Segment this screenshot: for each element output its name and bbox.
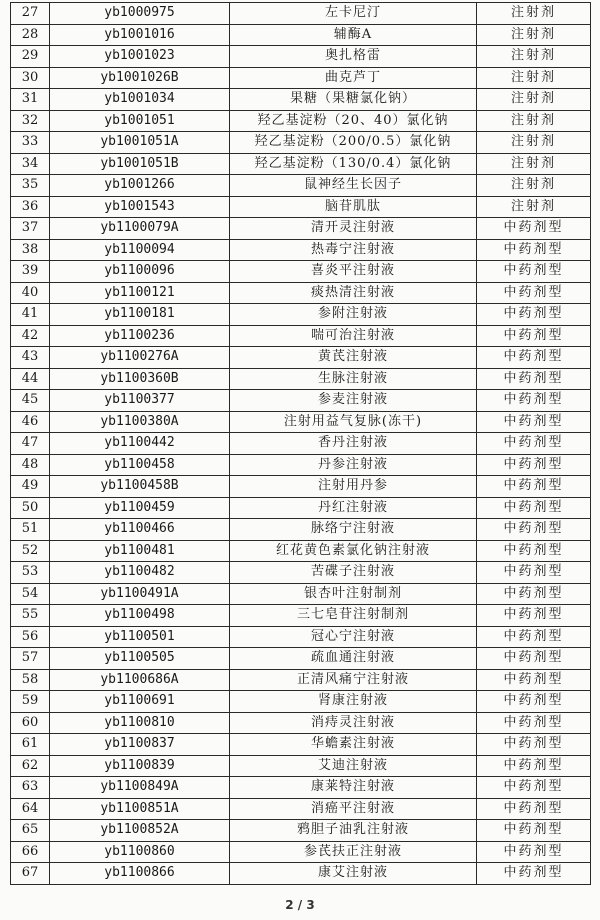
row-number-cell: 36: [11, 196, 50, 218]
row-number-cell: 53: [11, 562, 50, 584]
drug-code-cell: yb1100094: [50, 239, 230, 261]
dosage-type-cell: 中药剂型: [477, 841, 591, 863]
row-number-cell: 58: [11, 669, 50, 691]
page-number: 2 / 3: [285, 898, 315, 912]
drug-code-cell: yb1001023: [50, 46, 230, 68]
drug-name-cell: 康艾注射液: [230, 863, 477, 885]
table-row: [11, 497, 591, 519]
drug-name-cell: 疏血通注射液: [230, 648, 477, 670]
drug-code-cell: yb1100837: [50, 734, 230, 756]
table-row: [11, 712, 591, 734]
row-number-cell: 29: [11, 46, 50, 68]
drug-name-cell: 痰热清注射液: [230, 282, 477, 304]
drug-name-cell: 康莱特注射液: [230, 777, 477, 799]
table-row: [11, 153, 591, 175]
drug-code-cell: yb1100380A: [50, 411, 230, 433]
drug-name-cell: 三七皂苷注射制剂: [230, 605, 477, 627]
table-row: [11, 24, 591, 46]
table-row: [11, 132, 591, 154]
dosage-type-cell: 中药剂型: [477, 863, 591, 885]
row-number-cell: 27: [11, 3, 50, 25]
table-row: [11, 67, 591, 89]
table-row: [11, 390, 591, 412]
dosage-type-cell: 注射剂: [477, 67, 591, 89]
drug-name-cell: 参芪扶正注射液: [230, 841, 477, 863]
drug-code-cell: yb1100810: [50, 712, 230, 734]
drug-name-cell: 注射用丹参: [230, 476, 477, 498]
dosage-type-cell: 中药剂型: [477, 669, 591, 691]
dosage-type-cell: 中药剂型: [477, 411, 591, 433]
dosage-type-cell: 中药剂型: [477, 734, 591, 756]
row-number-cell: 63: [11, 777, 50, 799]
drug-code-cell: yb1100121: [50, 282, 230, 304]
drug-code-cell: yb1100491A: [50, 583, 230, 605]
drug-code-cell: yb1001543: [50, 196, 230, 218]
dosage-type-cell: 中药剂型: [477, 239, 591, 261]
dosage-type-cell: 中药剂型: [477, 820, 591, 842]
dosage-type-cell: 注射剂: [477, 132, 591, 154]
dosage-type-cell: 注射剂: [477, 153, 591, 175]
drug-name-cell: 鼠神经生长因子: [230, 175, 477, 197]
drug-code-cell: yb1100691: [50, 691, 230, 713]
table-row: [11, 46, 591, 68]
table-row: [11, 3, 591, 25]
table-row: [11, 798, 591, 820]
drug-code-cell: yb1100498: [50, 605, 230, 627]
row-number-cell: 37: [11, 218, 50, 240]
drug-code-cell: yb1100852A: [50, 820, 230, 842]
row-number-cell: 67: [11, 863, 50, 885]
table-row: [11, 196, 591, 218]
table-row: [11, 239, 591, 261]
drug-name-cell: 清开灵注射液: [230, 218, 477, 240]
table-row: [11, 626, 591, 648]
dosage-type-cell: 中药剂型: [477, 347, 591, 369]
row-number-cell: 42: [11, 325, 50, 347]
drug-code-cell: yb1100181: [50, 304, 230, 326]
dosage-type-cell: 中药剂型: [477, 755, 591, 777]
drug-code-cell: yb1100276A: [50, 347, 230, 369]
table-row: [11, 347, 591, 369]
row-number-cell: 55: [11, 605, 50, 627]
drug-code-cell: yb1100236: [50, 325, 230, 347]
dosage-type-cell: 中药剂型: [477, 519, 591, 541]
table-row: [11, 476, 591, 498]
table-row: [11, 282, 591, 304]
drug-code-cell: yb1100096: [50, 261, 230, 283]
table-row: [11, 863, 591, 885]
table-row: [11, 261, 591, 283]
drug-code-cell: yb1100851A: [50, 798, 230, 820]
drug-name-cell: 丹红注射液: [230, 497, 477, 519]
table-row: [11, 454, 591, 476]
row-number-cell: 62: [11, 755, 50, 777]
drug-code-cell: yb1100839: [50, 755, 230, 777]
drug-code-cell: yb1100849A: [50, 777, 230, 799]
drug-name-cell: 黄芪注射液: [230, 347, 477, 369]
table-row: [11, 648, 591, 670]
table-row: [11, 368, 591, 390]
drug-code-cell: yb1100860: [50, 841, 230, 863]
drug-code-cell: yb1100481: [50, 540, 230, 562]
drug-name-cell: 华蟾素注射液: [230, 734, 477, 756]
drug-name-cell: 消痔灵注射液: [230, 712, 477, 734]
drug-code-cell: yb1100482: [50, 562, 230, 584]
table-row: [11, 540, 591, 562]
row-number-cell: 60: [11, 712, 50, 734]
drug-code-cell: yb1100866: [50, 863, 230, 885]
drug-name-cell: 脑苷肌肽: [230, 196, 477, 218]
drug-name-cell: 辅酶A: [230, 24, 477, 46]
table-row: [11, 110, 591, 132]
dosage-type-cell: 注射剂: [477, 89, 591, 111]
row-number-cell: 40: [11, 282, 50, 304]
drug-code-cell: yb1100442: [50, 433, 230, 455]
row-number-cell: 44: [11, 368, 50, 390]
row-number-cell: 46: [11, 411, 50, 433]
drug-name-cell: 喜炎平注射液: [230, 261, 477, 283]
table-row: [11, 175, 591, 197]
table-row: [11, 304, 591, 326]
drug-code-cell: yb1100079A: [50, 218, 230, 240]
table-row: [11, 89, 591, 111]
table-row: [11, 669, 591, 691]
table-row: [11, 777, 591, 799]
table-row: [11, 519, 591, 541]
drug-code-cell: yb1001051B: [50, 153, 230, 175]
dosage-type-cell: 中药剂型: [477, 540, 591, 562]
dosage-type-cell: 中药剂型: [477, 648, 591, 670]
table-row: [11, 583, 591, 605]
dosage-type-cell: 中药剂型: [477, 282, 591, 304]
drug-name-cell: 正清风痛宁注射液: [230, 669, 477, 691]
drug-name-cell: 肾康注射液: [230, 691, 477, 713]
dosage-type-cell: 中药剂型: [477, 691, 591, 713]
dosage-type-cell: 中药剂型: [477, 390, 591, 412]
table-row: [11, 411, 591, 433]
row-number-cell: 31: [11, 89, 50, 111]
drug-code-cell: yb1001051A: [50, 132, 230, 154]
drug-code-cell: yb1100466: [50, 519, 230, 541]
dosage-type-cell: 注射剂: [477, 24, 591, 46]
drug-code-cell: yb1100377: [50, 390, 230, 412]
drug-code-cell: yb1001051: [50, 110, 230, 132]
table-row: [11, 820, 591, 842]
drug-name-cell: 羟乙基淀粉（20、40）氯化钠: [230, 110, 477, 132]
dosage-type-cell: 中药剂型: [477, 218, 591, 240]
row-number-cell: 49: [11, 476, 50, 498]
drug-code-cell: yb1100505: [50, 648, 230, 670]
row-number-cell: 54: [11, 583, 50, 605]
table-row: [11, 841, 591, 863]
drug-name-cell: 银杏叶注射制剂: [230, 583, 477, 605]
row-number-cell: 34: [11, 153, 50, 175]
drug-code-cell: yb1000975: [50, 3, 230, 25]
dosage-type-cell: 注射剂: [477, 196, 591, 218]
drug-code-cell: yb1100501: [50, 626, 230, 648]
row-number-cell: 43: [11, 347, 50, 369]
dosage-type-cell: 中药剂型: [477, 261, 591, 283]
drug-name-cell: 香丹注射液: [230, 433, 477, 455]
drug-code-cell: yb1100360B: [50, 368, 230, 390]
row-number-cell: 38: [11, 239, 50, 261]
drug-name-cell: 冠心宁注射液: [230, 626, 477, 648]
drug-name-cell: 红花黄色素氯化钠注射液: [230, 540, 477, 562]
drug-code-cell: yb1001026B: [50, 67, 230, 89]
row-number-cell: 59: [11, 691, 50, 713]
dosage-type-cell: 注射剂: [477, 110, 591, 132]
row-number-cell: 56: [11, 626, 50, 648]
dosage-type-cell: 中药剂型: [477, 476, 591, 498]
dosage-type-cell: 中药剂型: [477, 497, 591, 519]
dosage-type-cell: 中药剂型: [477, 712, 591, 734]
drug-name-cell: 参麦注射液: [230, 390, 477, 412]
row-number-cell: 41: [11, 304, 50, 326]
drug-code-cell: yb1001016: [50, 24, 230, 46]
drug-code-cell: yb1001034: [50, 89, 230, 111]
drug-code-cell: yb1001266: [50, 175, 230, 197]
drug-code-cell: yb1100458B: [50, 476, 230, 498]
drug-name-cell: 艾迪注射液: [230, 755, 477, 777]
dosage-type-cell: 注射剂: [477, 46, 591, 68]
row-number-cell: 66: [11, 841, 50, 863]
row-number-cell: 28: [11, 24, 50, 46]
row-number-cell: 57: [11, 648, 50, 670]
row-number-cell: 47: [11, 433, 50, 455]
dosage-type-cell: 中药剂型: [477, 368, 591, 390]
drug-name-cell: 注射用益气复脉(冻干): [230, 411, 477, 433]
drug-name-cell: 喘可治注射液: [230, 325, 477, 347]
drug-name-cell: 鸦胆子油乳注射液: [230, 820, 477, 842]
row-number-cell: 45: [11, 390, 50, 412]
drug-name-cell: 曲克芦丁: [230, 67, 477, 89]
drug-name-cell: 奥扎格雷: [230, 46, 477, 68]
dosage-type-cell: 中药剂型: [477, 777, 591, 799]
row-number-cell: 51: [11, 519, 50, 541]
drug-list-table: [10, 2, 591, 885]
drug-name-cell: 苦碟子注射液: [230, 562, 477, 584]
dosage-type-cell: 中药剂型: [477, 325, 591, 347]
drug-name-cell: 左卡尼汀: [230, 3, 477, 25]
table-row: [11, 755, 591, 777]
drug-name-cell: 参附注射液: [230, 304, 477, 326]
drug-name-cell: 脉络宁注射液: [230, 519, 477, 541]
row-number-cell: 64: [11, 798, 50, 820]
row-number-cell: 50: [11, 497, 50, 519]
dosage-type-cell: 注射剂: [477, 175, 591, 197]
drug-name-cell: 热毒宁注射液: [230, 239, 477, 261]
dosage-type-cell: 中药剂型: [477, 798, 591, 820]
dosage-type-cell: 中药剂型: [477, 562, 591, 584]
dosage-type-cell: 中药剂型: [477, 626, 591, 648]
row-number-cell: 35: [11, 175, 50, 197]
table-row: [11, 218, 591, 240]
row-number-cell: 32: [11, 110, 50, 132]
dosage-type-cell: 注射剂: [477, 3, 591, 25]
drug-code-cell: yb1100686A: [50, 669, 230, 691]
table-row: [11, 605, 591, 627]
row-number-cell: 65: [11, 820, 50, 842]
drug-name-cell: 果糖（果糖氯化钠）: [230, 89, 477, 111]
drug-name-cell: 羟乙基淀粉（130/0.4）氯化钠: [230, 153, 477, 175]
row-number-cell: 30: [11, 67, 50, 89]
table-row: [11, 734, 591, 756]
row-number-cell: 39: [11, 261, 50, 283]
drug-name-cell: 消癌平注射液: [230, 798, 477, 820]
table-row: [11, 433, 591, 455]
dosage-type-cell: 中药剂型: [477, 583, 591, 605]
dosage-type-cell: 中药剂型: [477, 304, 591, 326]
row-number-cell: 61: [11, 734, 50, 756]
table-body: [11, 3, 591, 885]
dosage-type-cell: 中药剂型: [477, 433, 591, 455]
row-number-cell: 48: [11, 454, 50, 476]
drug-code-cell: yb1100458: [50, 454, 230, 476]
row-number-cell: 52: [11, 540, 50, 562]
dosage-type-cell: 中药剂型: [477, 605, 591, 627]
drug-name-cell: 生脉注射液: [230, 368, 477, 390]
dosage-type-cell: 中药剂型: [477, 454, 591, 476]
drug-name-cell: 丹参注射液: [230, 454, 477, 476]
row-number-cell: 33: [11, 132, 50, 154]
table-row: [11, 325, 591, 347]
drug-code-cell: yb1100459: [50, 497, 230, 519]
table-row: [11, 562, 591, 584]
table-row: [11, 691, 591, 713]
drug-name-cell: 羟乙基淀粉（200/0.5）氯化钠: [230, 132, 477, 154]
